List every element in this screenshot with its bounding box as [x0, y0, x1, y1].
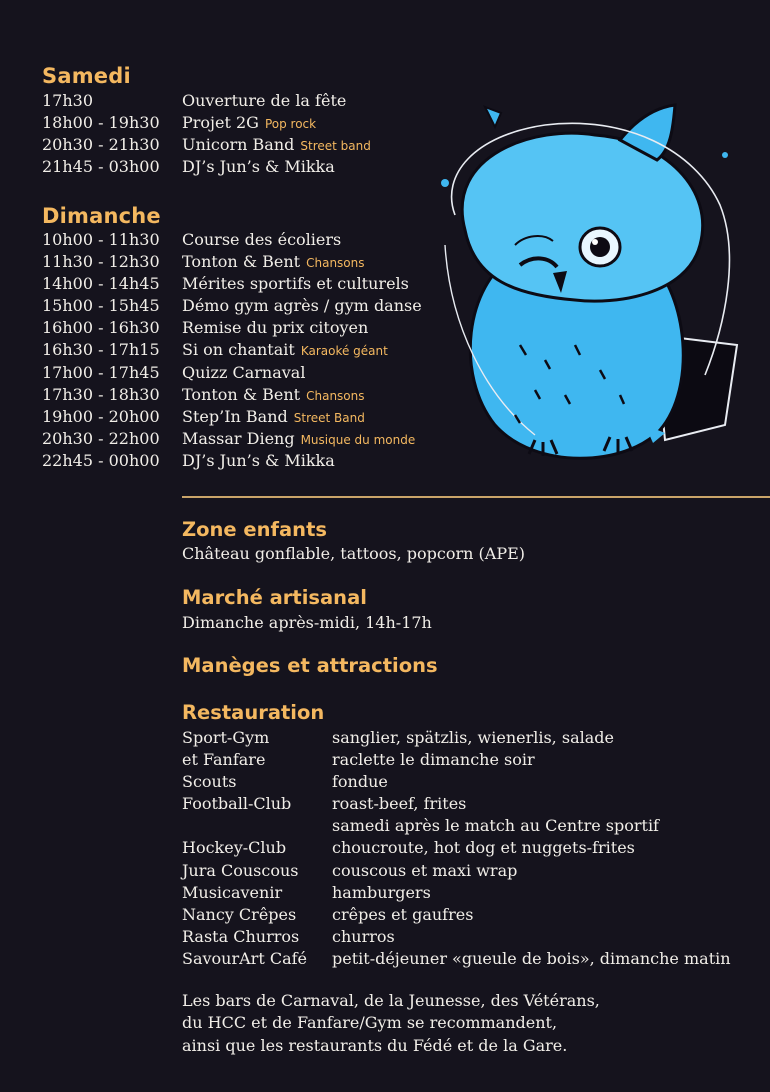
samedi-schedule [42, 90, 462, 178]
schedule-row: 21h45 - 03h00 DJ’s Jun’s & Mikka [42, 157, 335, 177]
zone-enfants-text: Château gonflable, tattoos, popcorn (APE) [182, 544, 526, 563]
maneges-heading: Manèges et attractions [182, 654, 438, 677]
schedule-row: 16h30 - 17h15 Si on chantait Karaoké géant [42, 340, 388, 360]
schedule-row: 14h00 - 14h45 Mérites sportifs et culturels [42, 274, 409, 294]
list-item: samedi après le match au Centre sportif [332, 816, 659, 836]
schedule-row: 11h30 - 12h30 Tonton & Bent Chansons [42, 252, 365, 272]
list-item: Scouts fondue [182, 772, 388, 792]
closing-line: Les bars de Carnaval, de la Jeunesse, des Vétérans, [182, 991, 600, 1010]
zone-enfants-heading: Zone enfants [182, 518, 327, 541]
closing-line: du HCC et de Fanfare/Gym se recommandent, [182, 1013, 558, 1033]
list-item: Football-Club roast-beef, frites [182, 794, 467, 814]
schedule-row: 15h00 - 15h45 Démo gym agrès / gym danse [42, 296, 422, 316]
schedule-row: 18h00 - 19h30 Projet 2G Pop rock [42, 113, 317, 133]
list-item: SavourArt Café petit-déjeuner «gueule de bois», dimanche matin [182, 948, 731, 968]
closing-note [182, 990, 600, 1057]
schedule-row: 10h00 - 11h30 Course des écoliers [42, 230, 342, 249]
schedule-row: 17h30 Ouverture de la fête [42, 91, 347, 110]
closing-line: ainsi que les restaurants du Fédé et de la Gare. [182, 1035, 568, 1055]
restauration-list [182, 727, 762, 970]
schedule-row: 17h00 - 17h45 Quizz Carnaval [42, 362, 306, 382]
schedule-row: 22h45 - 00h00 DJ’s Jun’s & Mikka [42, 450, 335, 470]
list-item: et Fanfare raclette le dimanche soir [182, 750, 535, 770]
schedule-row: 17h30 - 18h30 Tonton & Bent Chansons [42, 384, 365, 404]
section-divider [182, 496, 770, 498]
restauration-heading: Restauration [182, 701, 325, 724]
schedule-row: 19h00 - 20h00 Step’In Band Street Band [42, 406, 365, 426]
samedi-heading: Samedi [42, 64, 131, 88]
dimanche-heading: Dimanche [42, 204, 161, 228]
schedule-row: 20h30 - 22h00 Massar Dieng Musique du monde [42, 428, 416, 448]
list-item: Sport-Gym sanglier, spätzlis, wienerlis, salade [182, 728, 614, 747]
marche-text: Dimanche après-midi, 14h-17h [182, 613, 432, 632]
schedule-row: 16h00 - 16h30 Remise du prix citoyen [42, 318, 369, 338]
list-item: Rasta Churros churros [182, 926, 395, 946]
list-item: Musicavenir hamburgers [182, 882, 431, 902]
marche-heading: Marché artisanal [182, 586, 367, 609]
list-item: Nancy Crêpes crêpes et gaufres [182, 904, 474, 924]
list-item: Jura Couscous couscous et maxi wrap [182, 860, 518, 880]
schedule-row: 20h30 - 21h30 Unicorn Band Street band [42, 135, 371, 155]
owl-icon [425, 95, 755, 470]
list-item: Hockey-Club choucroute, hot dog et nuggets-frites [182, 838, 635, 858]
dimanche-schedule [42, 229, 462, 472]
